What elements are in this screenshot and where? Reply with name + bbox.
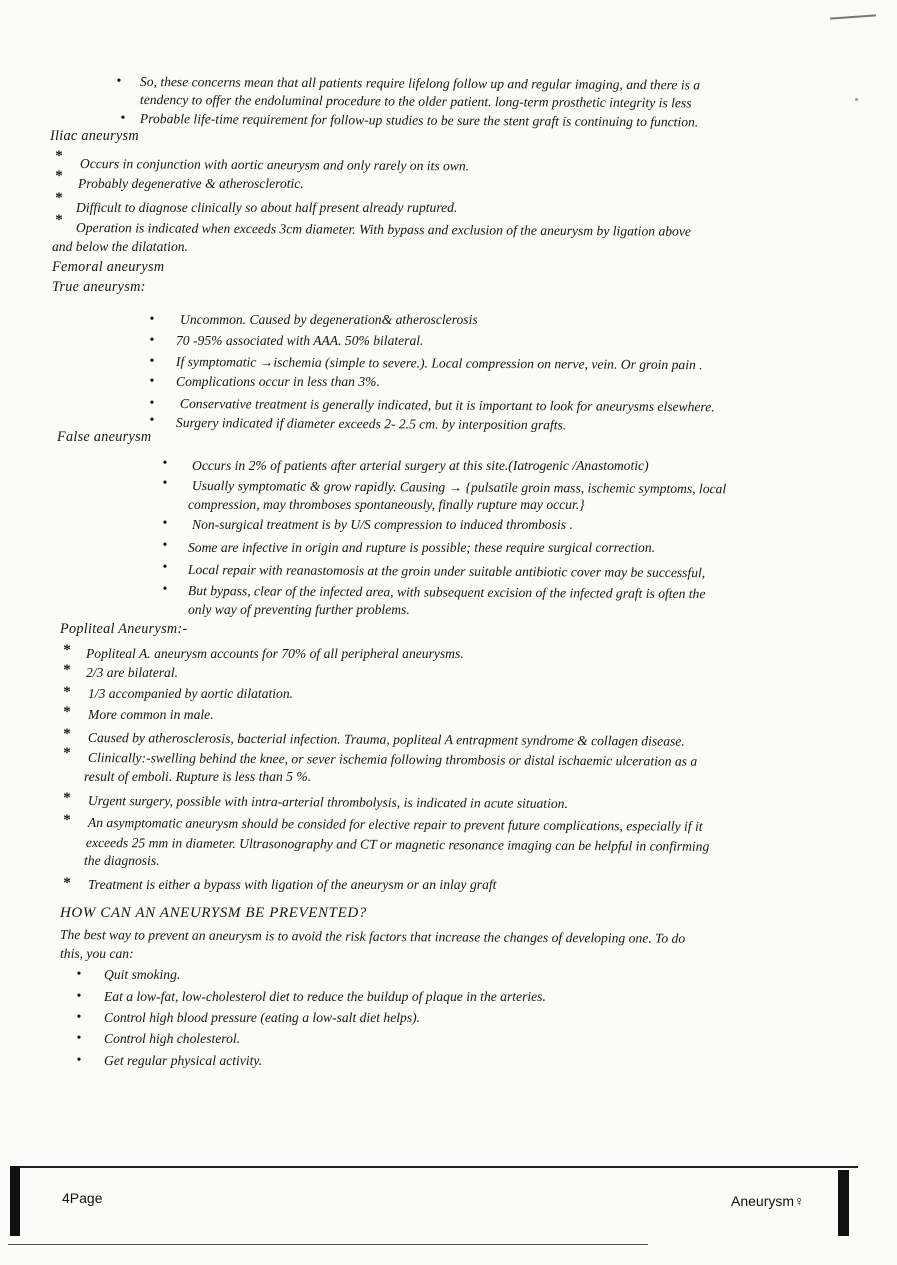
section-heading-popliteal: Popliteal Aneurysm:-	[60, 621, 188, 637]
popliteal-item: Clinically:-swelling behind the knee, or sever ischemia following thrombosis or distal ischaemic ulceration as a	[87, 750, 698, 769]
iliac-item: Occurs in conjunction with aortic aneurysm and only rarely on its own.	[79, 156, 470, 174]
footer-divider	[10, 1166, 858, 1168]
scan-artifact	[830, 14, 876, 19]
false-aneurysm-item: Non-surgical treatment is by U/S compression to induced thrombosis .	[192, 517, 573, 532]
popliteal-item: result of emboli. Rupture is less than 5 %.	[84, 769, 312, 784]
section-heading-iliac: Iliac aneurysm	[50, 128, 139, 144]
popliteal-item: the diagnosis.	[84, 853, 160, 868]
bullet-icon: •	[76, 1053, 82, 1068]
false-aneurysm-item: Occurs in 2% of patients after arterial surgery at this site.(Iatrogenic /Anastomotic)	[192, 458, 649, 473]
star-bullet-icon: *	[55, 212, 63, 228]
prevention-item: Control high blood pressure (eating a low-salt diet helps).	[104, 1010, 421, 1025]
star-bullet-icon: *	[55, 168, 63, 184]
section-heading-femoral: Femoral aneurysm	[52, 259, 165, 275]
popliteal-item: Caused by atherosclerosis, bacterial infection. Trauma, popliteal A entrapment syndrome & collagen disease.	[87, 730, 685, 749]
bullet-icon: •	[149, 396, 155, 411]
star-bullet-icon: *	[63, 662, 71, 678]
iliac-item: Difficult to diagnose clinically so about half present already ruptured.	[76, 200, 458, 215]
document-title: Aneurysm♀	[731, 1193, 805, 1209]
section-heading-prevention: HOW CAN AN ANEURYSM BE PREVENTED?	[60, 905, 367, 921]
bullet-icon: •	[76, 989, 82, 1004]
star-bullet-icon: *	[63, 726, 71, 742]
intro-line: So, these concerns mean that all patients require lifelong follow up and regular imaging, and there is a	[139, 74, 701, 93]
bullet-icon: •	[120, 111, 126, 126]
bullet-icon: •	[116, 74, 122, 89]
bullet-icon: •	[76, 1031, 82, 1046]
footer-bar-right	[838, 1170, 849, 1236]
true-aneurysm-item: 70 -95% associated with AAA. 50% bilateral.	[176, 333, 424, 348]
bullet-icon: •	[149, 312, 155, 327]
star-bullet-icon: *	[55, 148, 63, 164]
popliteal-item: More common in male.	[88, 707, 214, 722]
bullet-icon: •	[162, 516, 168, 531]
bullet-icon: •	[162, 582, 168, 597]
bullet-icon: •	[162, 560, 168, 575]
popliteal-item: 2/3 are bilateral.	[86, 665, 179, 680]
prevention-item: Control high cholesterol.	[104, 1031, 241, 1046]
prevention-item: Eat a low-fat, low-cholesterol diet to reduce the buildup of plaque in the arteries.	[104, 989, 546, 1004]
popliteal-item: Popliteal A. aneurysm accounts for 70% of all peripheral aneurysms.	[86, 646, 464, 661]
prevention-intro: The best way to prevent an aneurysm is to avoid the risk factors that increase the changes of developing one. To do	[59, 927, 686, 946]
star-bullet-icon: *	[63, 642, 71, 658]
footer-bottom-line	[8, 1244, 648, 1245]
false-aneurysm-item: compression, may thromboses spontaneously, finally rupture may occur.}	[188, 497, 585, 512]
star-bullet-icon: *	[55, 190, 63, 206]
prevention-item: Get regular physical activity.	[104, 1053, 263, 1068]
false-aneurysm-item: Some are infective in origin and rupture is possible; these require surgical correction.	[188, 540, 656, 555]
bullet-icon: •	[76, 967, 82, 982]
bullet-icon: •	[162, 456, 168, 471]
bullet-icon: •	[162, 476, 168, 491]
bullet-icon: •	[162, 538, 168, 553]
subheading-false-aneurysm: False aneurysm	[57, 429, 152, 445]
true-aneurysm-item: Uncommon. Caused by degeneration& atherosclerosis	[180, 312, 478, 327]
popliteal-item: exceeds 25 mm in diameter. Ultrasonography and CT or magnetic resonance imaging can be helpful in confirming	[85, 835, 710, 854]
star-bullet-icon: *	[63, 790, 71, 806]
bullet-icon: •	[149, 354, 155, 369]
popliteal-item: Treatment is either a bypass with ligation of the aneurysm or an inlay graft	[88, 877, 497, 892]
prevention-item: Quit smoking.	[104, 967, 181, 982]
false-aneurysm-item: Local repair with reanastomosis at the groin under suitable antibiotic cover may be successful,	[187, 562, 706, 581]
scan-artifact	[855, 98, 858, 101]
star-bullet-icon: *	[63, 704, 71, 720]
popliteal-item: Urgent surgery, possible with intra-arterial thrombolysis, is indicated in acute situation.	[87, 793, 568, 811]
star-bullet-icon: *	[63, 684, 71, 700]
intro-line: tendency to offer the endoluminal procedure to the older patient. long-term prosthetic integrity is less	[139, 92, 692, 111]
intro-line: Probable life-time requirement for follow-up studies to be sure the stent graft is continuing to function.	[139, 111, 699, 130]
footer-bar-left	[10, 1166, 20, 1236]
bullet-icon: •	[149, 374, 155, 389]
bullet-icon: •	[76, 1010, 82, 1025]
iliac-item: and below the dilatation.	[52, 239, 188, 254]
false-aneurysm-item: Usually symptomatic & grow rapidly. Causing → {pulsatile groin mass, ischemic symptoms, local	[191, 478, 727, 497]
page-number: 4Page	[62, 1190, 103, 1206]
star-bullet-icon: *	[63, 812, 71, 828]
iliac-item: Operation is indicated when exceeds 3cm diameter. With bypass and exclusion of the aneurysm by ligation above	[75, 220, 691, 239]
bullet-icon: •	[149, 413, 155, 428]
star-bullet-icon: *	[63, 745, 71, 761]
iliac-item: Probably degenerative & atherosclerotic.	[78, 176, 304, 191]
false-aneurysm-item: only way of preventing further problems.	[188, 602, 410, 617]
subheading-true-aneurysm: True aneurysm:	[52, 279, 146, 295]
true-aneurysm-item: Surgery indicated if diameter exceeds 2- 2.5 cm. by interposition grafts.	[175, 415, 567, 433]
bullet-icon: •	[149, 333, 155, 348]
true-aneurysm-item: Conservative treatment is generally indicated, but it is important to look for aneurysms elsewhere.	[179, 396, 715, 415]
popliteal-item: An asymptomatic aneurysm should be consided for elective repair to prevent future complications, especially if it	[87, 815, 703, 834]
popliteal-item: 1/3 accompanied by aortic dilatation.	[88, 686, 294, 701]
true-aneurysm-item: If symptomatic →ischemia (simple to severe.). Local compression on nerve, vein. Or groin pain .	[175, 354, 703, 373]
prevention-intro: this, you can:	[60, 946, 134, 961]
false-aneurysm-item: But bypass, clear of the infected area, with subsequent excision of the infected graft is often the	[187, 583, 706, 602]
star-bullet-icon: *	[63, 875, 71, 891]
true-aneurysm-item: Complications occur in less than 3%.	[176, 374, 380, 389]
